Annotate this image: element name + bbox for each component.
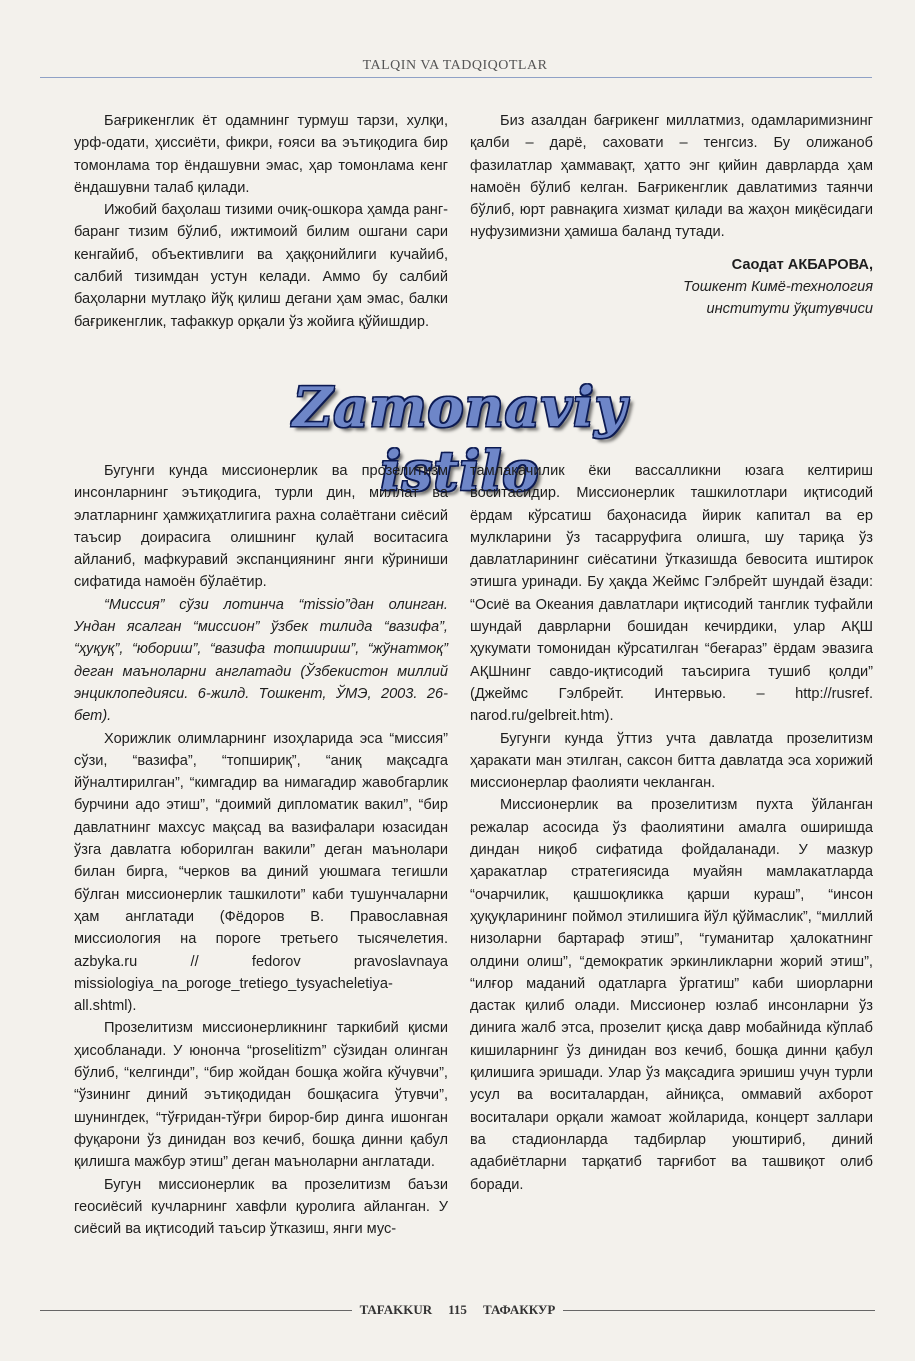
header-divider [40, 77, 872, 78]
top-left-column [74, 110, 448, 333]
article-left-column [74, 460, 448, 1240]
page-number: 115 [448, 1302, 467, 1317]
running-header [40, 58, 870, 74]
author-signature [470, 254, 873, 321]
author-role: Тошкент Кимё-технология [683, 279, 873, 296]
paragraph: Бағрикенглик ёт одамнинг турмуш тарзи, хулқи, урф-одати, ҳиссиёти, фикри, ғояси ва эътиқодига бир томонлама тор ёндашувни эмас, ҳар томонлама кенг ёндашувни талаб қилади. [74, 113, 448, 196]
paragraph: Миссионерлик ва прозелитизм пухта ўйланган режалар асосида ўз фаолиятини амалга оширишда диндан ниқоб сифатида фойдаланади. У мазкур ҳаракатлар стратегиясида муайян мамлакатларда “очарчилик, қашшоқликка қарши кураш”, “инсон ҳуқуқларининг поймол этилишига йўл қўймаслик”, “миллий низоларни бартараф этиш”, “гуманитар ҳалокатнинг олдини олиш”, “демократик эркинликларни жорий этиш”, “илғор маданий одатларга ўргатиш” каби шиорларни дастак қилиб олади. Миссионер юзлаб инсонларни ўз динига жалб этса, прозелит қисқа давр мобайнида кўплаб кишиларнинг ўз динидан воз кечиб, бошқа динни қабул қилишига эришади. Улар ўз мақсадига эришиш учун турли усул ва воситалардан, айниқса, оммавий ахборот воситалари орқали жамоат жойларида, концерт заллари ва стадионларда тадбирлар уюштириб, диний адабиётларни тарқатиб тарғибот ва ташвиқот олиб боради. [470, 797, 873, 1193]
article-right-column [470, 460, 873, 1196]
paragraph: Хорижлик олимларнинг изоҳларида эса “миссия” сўзи, “вазифа”, “топшириқ”, “аниқ мақсадга йўналтирилган”, “кимгадир ва нимагадир жавобгарлик бурчини адо этиш”, “доимий дипломатик вакил”, “бир давлатнинг махсус мақсад ва вазифалари юзасидан ўзга давлатга юборилган вакили” деган маънолари билан бирга, “черков ва диний уюшмага тегишли бўлган миссионерлик ташкилоти” каби тушунчаларни ҳам англатади (Фёдоров В. Православная миссиология на пороге третьего тысячелетия. azbyka.ru // fedorov pravoslavnaya missiologiya_na_poroge_tretiego_tysyacheletiya-all.shtml). [74, 730, 448, 1015]
paragraph: Ижобий баҳолаш тизими очиқ-ошкора ҳамда ранг-баранг тизим бўлиб, ижтимоий билим ошгани сари кенгайиб, объективлиги ва ҳаққонийлиги кучайиб, салбий тизимдан устун келади. Аммо бу салбий баҳоларни мутлақо йўқ қилиш дегани ҳам эмас, балки бағрикенглик, тафаккур орқали ўз жойига қўйишдир. [74, 202, 448, 330]
running-footer [40, 1300, 875, 1320]
paragraph: Биз азалдан бағрикенг миллатмиз, одамларимизнинг қалби – дарё, саховати – тенгсиз. Бу олижаноб фазилатлар ҳаммавақт, ҳатто энг қийин даврларда ҳам намоён бўлиб келган. Бағрикенглик давлатимиз таянчи бўлиб, юрт равнақига хизмат қилади ва жаҳон миқёсидаги нуфузимизни ҳамиша баланд тутади. [470, 113, 873, 241]
paragraph: Бугунги кунда миссионерлик ва прозелитизм инсонларнинг эътиқодига, турли дин, миллат ва элатларнинг ҳамжиҳатлигига рахна солаётгани сиёсий таъсир доирасига олишнинг қулай воситасига айланиб, мафкуравий экспанциянинг янги кўриниши сифатида намоён бўлаётир. [74, 463, 448, 591]
footer-divider [40, 1310, 352, 1311]
paragraph: Прозелитизм миссионерликнинг таркибий қисми ҳисобланади. У юнонча “proselitizm” сўзидан олинган бўлиб, “келгинди”, “бир жойдан бошқа жойга кўчувчи”, “ўзининг диний эътиқодидан бошқасига ўтувчи”, шунингдек, “тўғридан-тўғри бирор-бир динга ишонган фуқарони ўз динидан воз кечиб, бошқа динни қабул қилишга мажбур этиш” деган маъноларни англатади. [74, 1020, 448, 1171]
article-title-banner [220, 375, 700, 503]
footer-journal-latin: TAFAKKUR [359, 1302, 433, 1317]
paragraph: Бугунги кунда ўттиз учта давлатда прозелитизм ҳаракати ман этилган, саксон битта давлатда эса хорижий миссионерлар фаолияти чекланган. [470, 730, 873, 792]
article-title: Zamonaviy istilo [292, 375, 628, 503]
author-role: институти ўқитувчиси [706, 301, 873, 318]
paragraph: тамлакачилик ёки вассалликни юзага келтириш воситасидир. Миссионерлик ташкилотлари иқтисодий ёрдам кўрсатиш баҳонасида йирик капитал ва ер мулкларини ўз тасарруфига олишга, шу тариқа ўз давлатларининг сиёсатини ўтказишда бевосита иштирок этишга уринади. Бу ҳақда Жеймс Гэлбрейт шундай ёзади: “Осиё ва Океания давлатлари иқтисодий танглик туфайли шундай даврларни бошидан кечирдики, улар АҚШ ҳукумати томонидан кўрсатилган “беғараз” ёрдам эвазига АҚШнинг савдо-иқтисодий таъсирига тушиб қолди” (Джеймс Гэлбрейт. Интервью. – http://rusref. narod.ru/gelbreit.htm). [470, 463, 873, 725]
top-right-column [470, 110, 873, 321]
paragraph: Бугун миссионерлик ва прозелитизм баъзи геосиёсий кучларнинг хавфли қуролига айланган. У сиёсий ва иқтисодий таъсир ўтказиш, янги мус- [74, 1176, 448, 1238]
author-name: Саодат АКБАРОВА, [731, 256, 873, 273]
footer-journal-cyrillic: ТАФАККУР [482, 1302, 556, 1317]
header-title: TALQIN VA TADQIQOTLAR [362, 58, 548, 73]
paragraph: “Миссия” сўзи лотинча “missio”дан олинган. Ундан ясалган “миссион” ўзбек тилида “вазифа”, “ҳуқуқ”, “юбориш”, “вазифа топшириш”, “жўнатмоқ” деган маъноларни англатади (Ўзбекистон миллий энциклопедияси. 6-жилд. Тошкент, ЎМЭ, 2003. 26-бет). [74, 596, 448, 725]
footer-divider [563, 1310, 875, 1311]
